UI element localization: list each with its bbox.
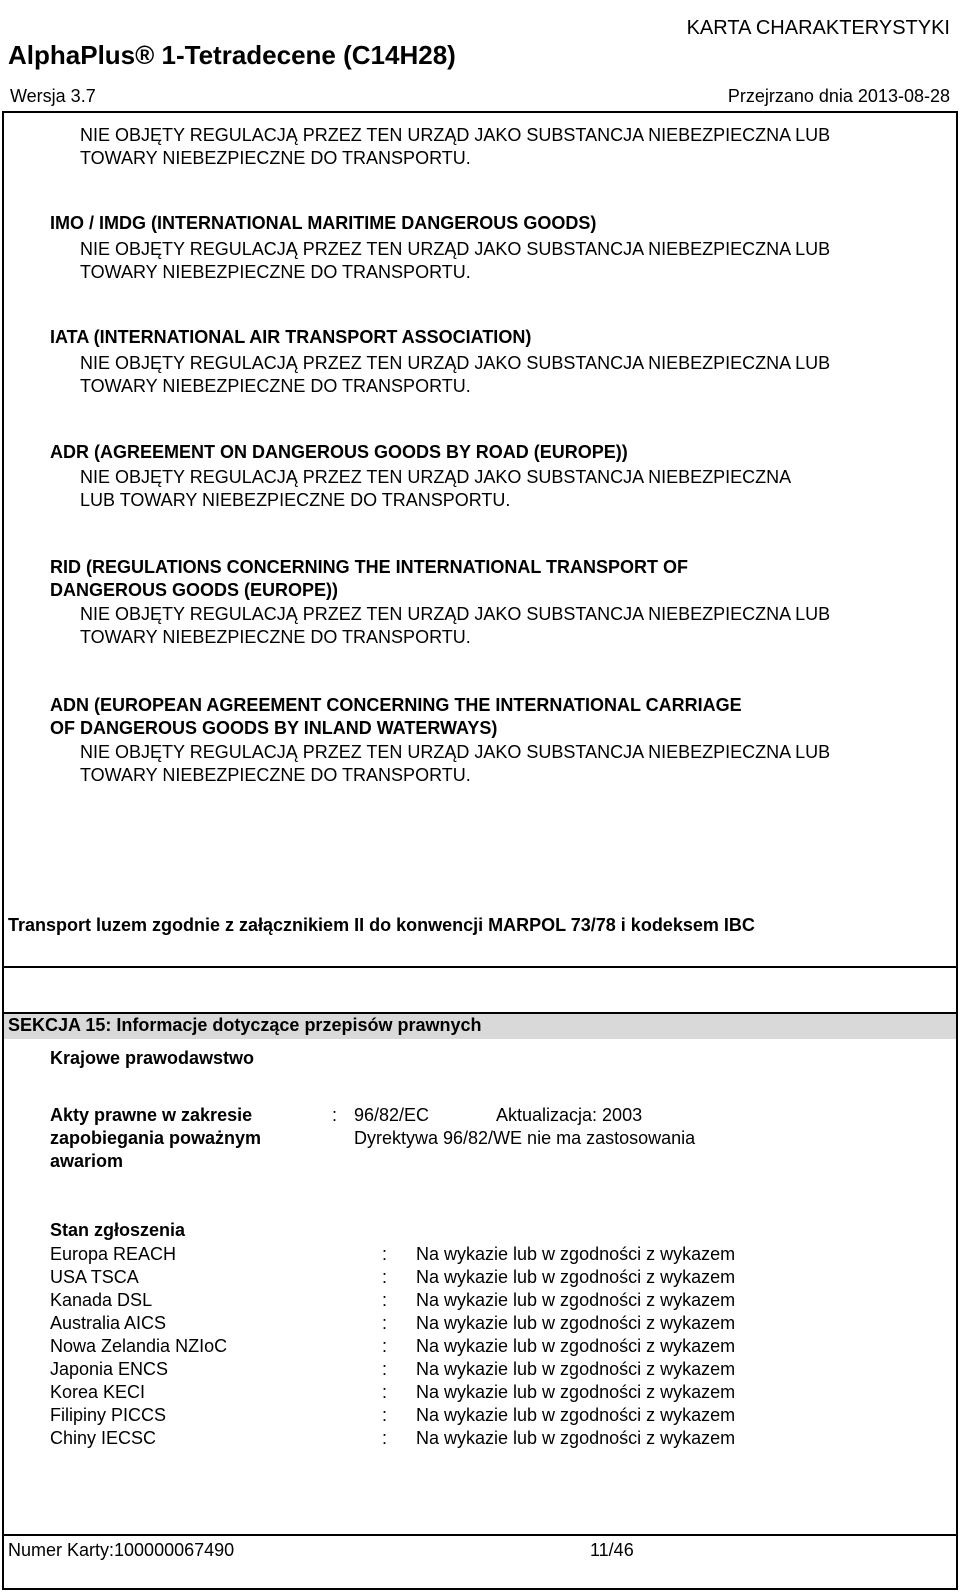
divider <box>4 966 956 968</box>
rid-line2: TOWARY NIEBEZPIECZNE DO TRANSPORTU. <box>80 627 471 647</box>
adr-line2: LUB TOWARY NIEBEZPIECZNE DO TRANSPORTU. <box>80 490 511 510</box>
inventory-status: Na wykazie lub w zgodności z wykazem <box>416 1336 736 1356</box>
rid-heading-line1: RID (REGULATIONS CONCERNING THE INTERNATIONAL TRANSPORT OF <box>50 557 688 577</box>
inventory-status: Na wykazie lub w zgodności z wykazem <box>416 1244 736 1264</box>
inventory-status: Na wykazie lub w zgodności z wykazem <box>416 1313 736 1333</box>
rid-heading-line2: DANGEROUS GOODS (EUROPE)) <box>50 580 339 600</box>
inventory-colon: : <box>382 1359 388 1379</box>
adr-heading: ADR (AGREEMENT ON DANGEROUS GOODS BY ROAD (EUROPE)) <box>50 442 628 462</box>
inventory-name: Nowa Zelandia NZIoC <box>50 1336 228 1356</box>
inventory-name: Kanada DSL <box>50 1290 153 1310</box>
inventory-name: USA TSCA <box>50 1267 139 1287</box>
inventory-status: Na wykazie lub w zgodności z wykazem <box>416 1405 736 1425</box>
acts-note: Dyrektywa 96/82/WE nie ma zastosowania <box>354 1128 696 1148</box>
notification-status-heading: Stan zgłoszenia <box>50 1220 186 1240</box>
inventory-name: Japonia ENCS <box>50 1359 169 1379</box>
revision-date: Przejrzano dnia 2013-08-28 <box>727 86 950 106</box>
inventory-name: Korea KECI <box>50 1382 146 1402</box>
acts-update: Aktualizacja: 2003 <box>496 1105 643 1125</box>
acts-label-line1: Akty prawne w zakresie <box>50 1105 253 1125</box>
footer-divider <box>4 1534 956 1536</box>
acts-colon: : <box>332 1105 338 1125</box>
inventory-name: Chiny IECSC <box>50 1428 157 1448</box>
rid-line1: NIE OBJĘTY REGULACJĄ PRZEZ TEN URZĄD JAKO SUBSTANCJA NIEBEZPIECZNA LUB <box>80 604 831 624</box>
transport-intro-line1: NIE OBJĘTY REGULACJĄ PRZEZ TEN URZĄD JAKO SUBSTANCJA NIEBEZPIECZNA LUB <box>80 125 831 145</box>
page-number: 11/46 <box>590 1540 634 1560</box>
iata-line1: NIE OBJĘTY REGULACJĄ PRZEZ TEN URZĄD JAKO SUBSTANCJA NIEBEZPIECZNA LUB <box>80 353 831 373</box>
inventory-status: Na wykazie lub w zgodności z wykazem <box>416 1290 736 1310</box>
inventory-colon: : <box>382 1405 388 1425</box>
adn-line1: NIE OBJĘTY REGULACJĄ PRZEZ TEN URZĄD JAKO SUBSTANCJA NIEBEZPIECZNA LUB <box>80 742 831 762</box>
acts-label-line2: zapobiegania poważnym <box>50 1128 262 1148</box>
inventory-colon: : <box>382 1428 388 1448</box>
marpol-statement: Transport luzem zgodnie z załącznikiem II do konwencji MARPOL 73/78 i kodeksem IBC <box>8 915 755 935</box>
imo-line2: TOWARY NIEBEZPIECZNE DO TRANSPORTU. <box>80 262 471 282</box>
inventory-colon: : <box>382 1267 388 1287</box>
transport-intro-line2: TOWARY NIEBEZPIECZNE DO TRANSPORTU. <box>80 148 471 168</box>
inventory-colon: : <box>382 1336 388 1356</box>
inventory-colon: : <box>382 1290 388 1310</box>
inventory-name: Australia AICS <box>50 1313 167 1333</box>
acts-code: 96/82/EC <box>354 1105 430 1125</box>
card-number: Numer Karty:100000067490 <box>8 1540 235 1560</box>
version-label: Wersja 3.7 <box>10 86 96 106</box>
inventory-status: Na wykazie lub w zgodności z wykazem <box>416 1359 736 1379</box>
iata-heading: IATA (INTERNATIONAL AIR TRANSPORT ASSOCIATION) <box>50 327 532 347</box>
inventory-status: Na wykazie lub w zgodności z wykazem <box>416 1428 736 1448</box>
imo-heading: IMO / IMDG (INTERNATIONAL MARITIME DANGEROUS GOODS) <box>50 213 597 233</box>
imo-line1: NIE OBJĘTY REGULACJĄ PRZEZ TEN URZĄD JAKO SUBSTANCJA NIEBEZPIECZNA LUB <box>80 239 831 259</box>
inventory-status: Na wykazie lub w zgodności z wykazem <box>416 1267 736 1287</box>
inventory-colon: : <box>382 1244 388 1264</box>
iata-line2: TOWARY NIEBEZPIECZNE DO TRANSPORTU. <box>80 376 471 396</box>
inventory-status: Na wykazie lub w zgodności z wykazem <box>416 1382 736 1402</box>
adn-heading-line1: ADN (EUROPEAN AGREEMENT CONCERNING THE INTERNATIONAL CARRIAGE <box>50 695 742 715</box>
adn-line2: TOWARY NIEBEZPIECZNE DO TRANSPORTU. <box>80 765 471 785</box>
inventory-colon: : <box>382 1382 388 1402</box>
product-title: AlphaPlus® 1-Tetradecene (C14H28) <box>8 40 456 70</box>
acts-label-line3: awariom <box>50 1151 124 1171</box>
inventory-name: Filipiny PICCS <box>50 1405 167 1425</box>
adr-line1: NIE OBJĘTY REGULACJĄ PRZEZ TEN URZĄD JAKO SUBSTANCJA NIEBEZPIECZNA <box>80 467 792 487</box>
section-15-title: SEKCJA 15: Informacje dotyczące przepisów prawnych <box>8 1015 482 1035</box>
inventory-colon: : <box>382 1313 388 1333</box>
national-legislation-heading: Krajowe prawodawstwo <box>50 1048 255 1068</box>
inventory-name: Europa REACH <box>50 1244 177 1264</box>
adn-heading-line2: OF DANGEROUS GOODS BY INLAND WATERWAYS) <box>50 718 498 738</box>
document-type: KARTA CHARAKTERYSTYKI <box>686 17 950 39</box>
